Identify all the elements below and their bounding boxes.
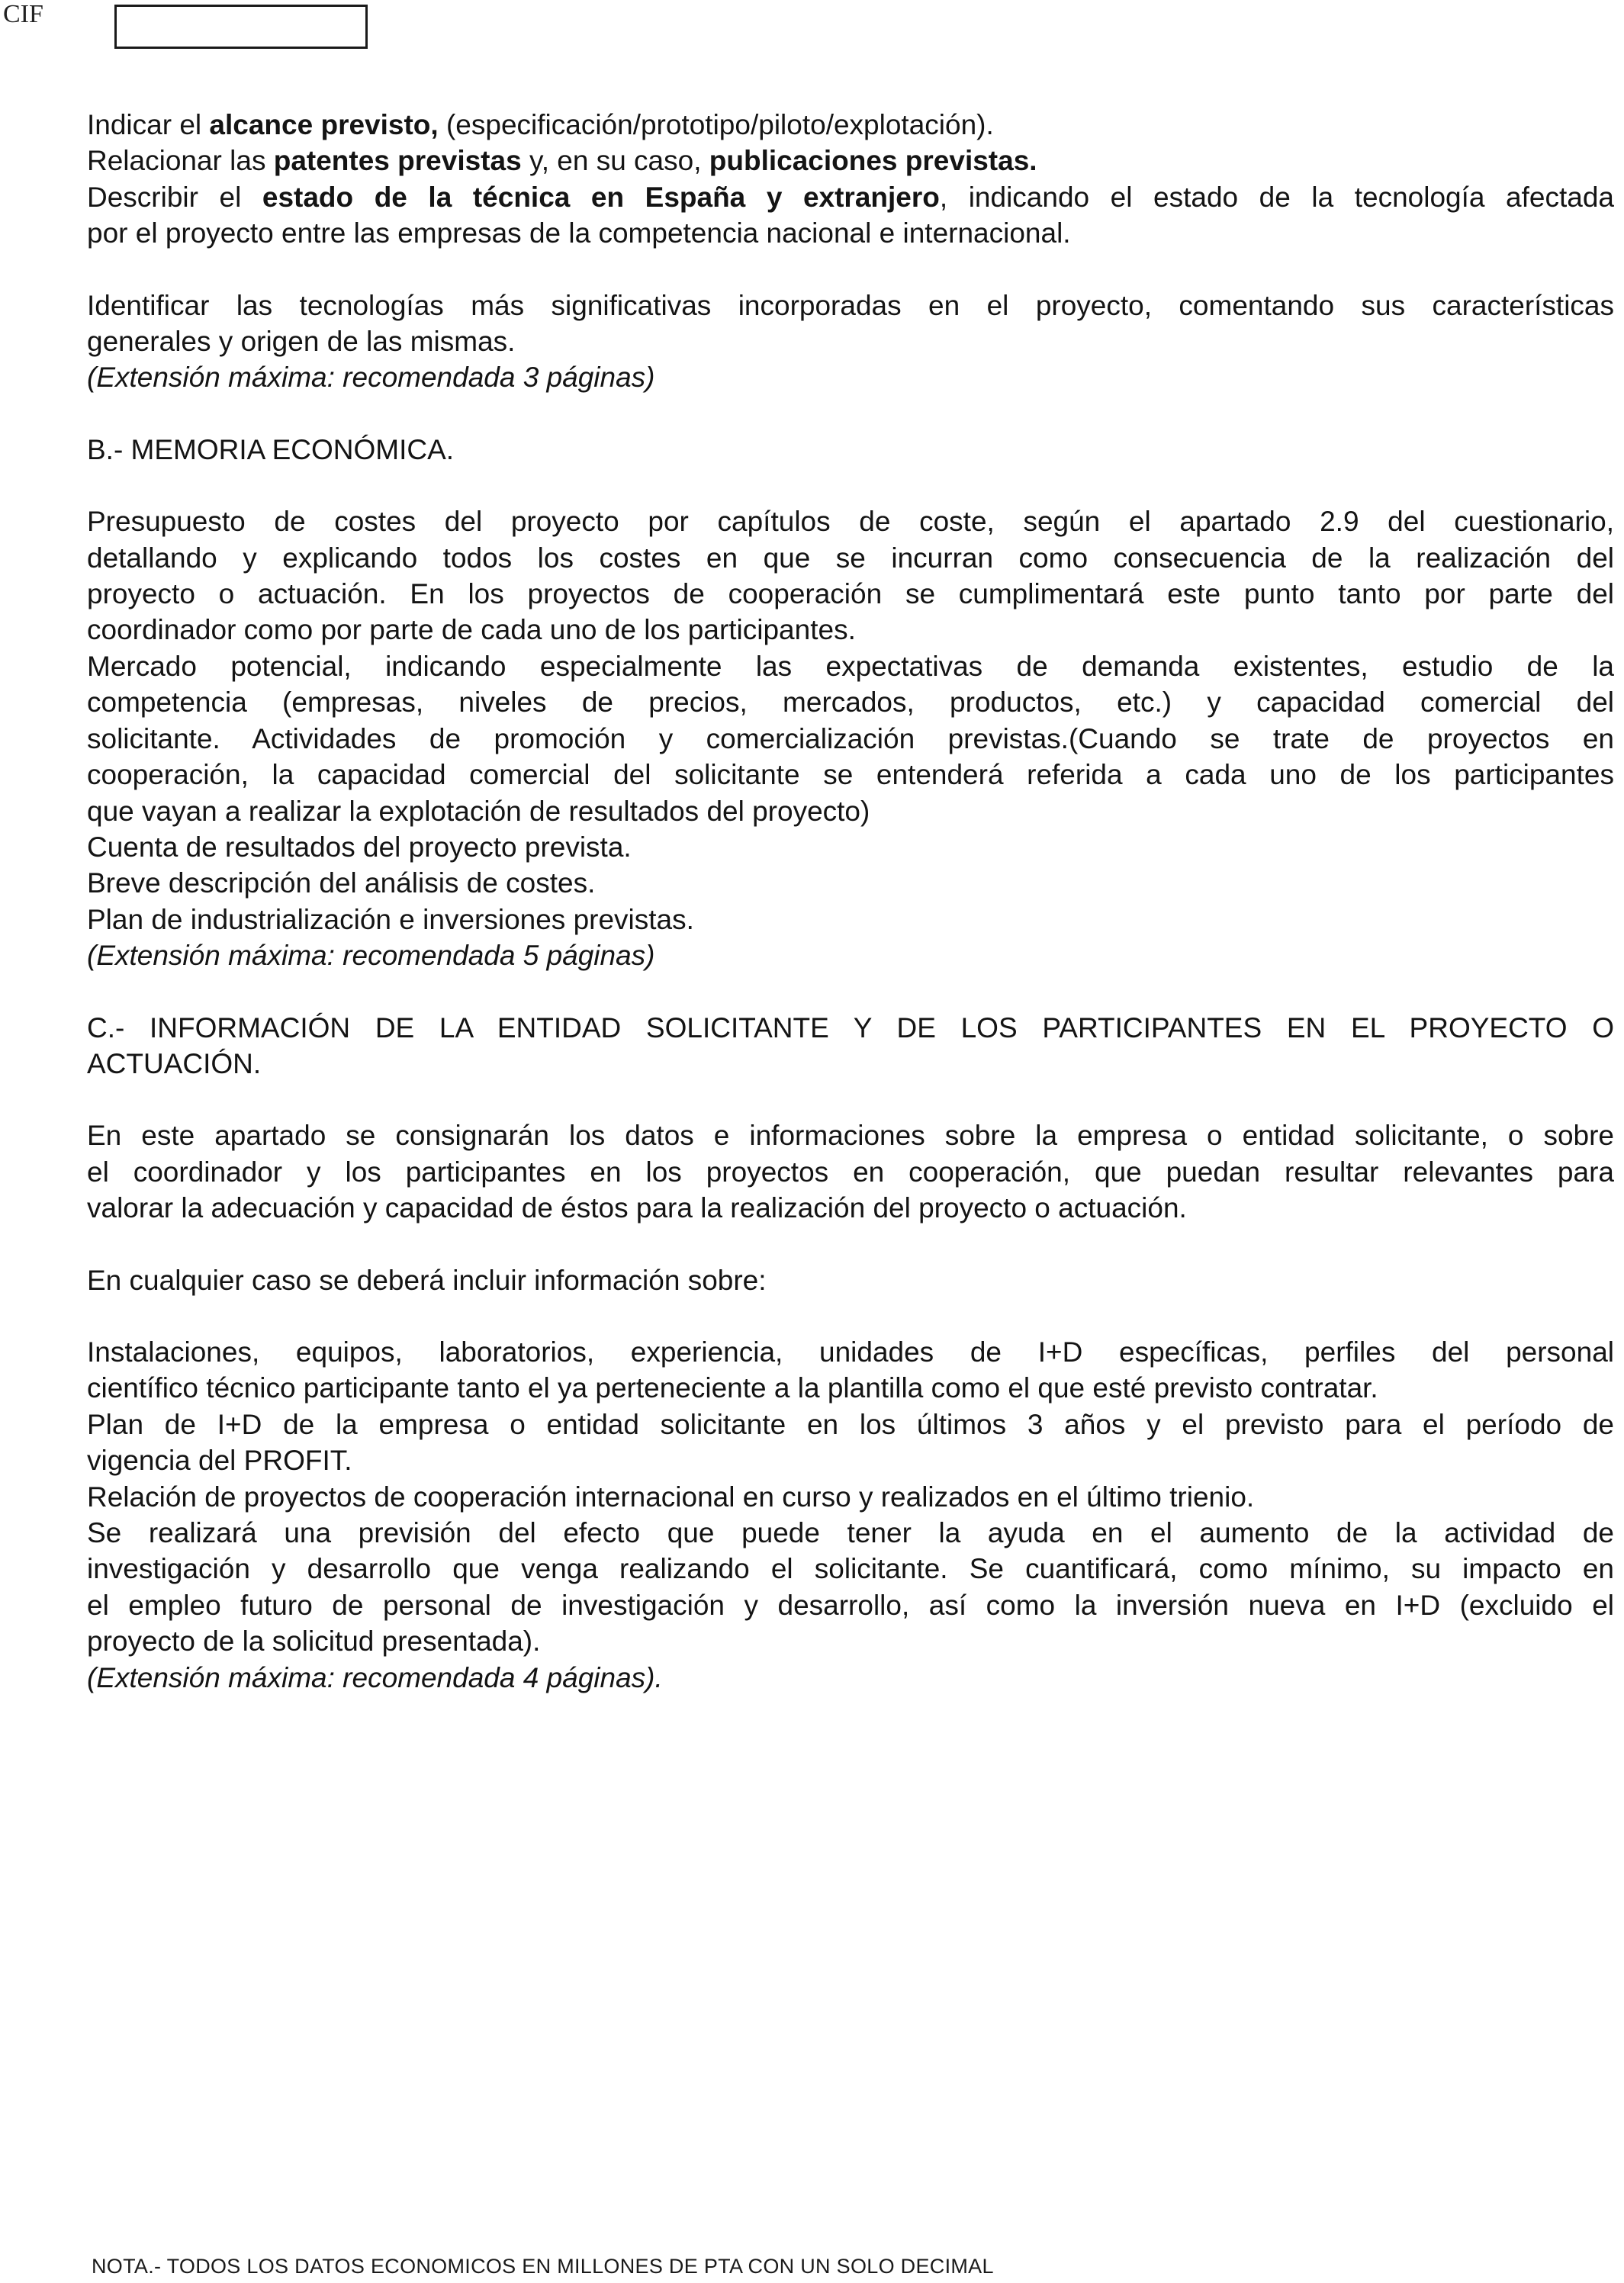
- section-b-heading: B.- MEMORIA ECONÓMICA.: [87, 433, 455, 465]
- document-body: [87, 107, 1614, 1696]
- tecnica-line-2: por el proyecto entre las empresas de la competencia nacional e internacional.: [87, 217, 1071, 249]
- plan-id-line-2: vigencia del PROFIT.: [87, 1445, 352, 1477]
- cuenta-line: Cuenta de resultados del proyecto prevista.: [87, 831, 632, 863]
- plan-id-line-1: Plan de I+D de la empresa o entidad solicitante en los últimos 3 años y el previsto para el período de: [87, 1408, 1614, 1440]
- tecnica-line-1: Describir el estado de la técnica en España y extranjero, indicando el estado de la tecnología afectada: [87, 181, 1614, 213]
- section-c-heading-1: C.- INFORMACIÓN DE LA ENTIDAD SOLICITANTE Y DE LOS PARTICIPANTES EN EL PROYECTO O: [87, 1011, 1614, 1043]
- mercado-line-2: competencia (empresas, niveles de precios, mercados, productos, etc.) y capacidad comercial del: [87, 687, 1614, 719]
- cualquier-line: En cualquier caso se deberá incluir información sobre:: [87, 1264, 767, 1296]
- breve-line: Breve descripción del análisis de costes.: [87, 867, 596, 899]
- page-header: [0, 0, 1624, 69]
- intro-line-2: el coordinador y los participantes en los proyectos en cooperación, que puedan resultar relevantes para: [87, 1156, 1614, 1188]
- presupuesto-line-4: coordinador como por parte de cada uno de los participantes.: [87, 614, 856, 646]
- section-c-heading-2: ACTUACIÓN.: [87, 1047, 262, 1079]
- intro-line-1: En este apartado se consignarán los datos e informaciones sobre la empresa o entidad solicitante, o sobre: [87, 1120, 1614, 1152]
- mercado-line-1: Mercado potencial, indicando especialmente las expectativas de demanda existentes, estudio de la: [87, 650, 1614, 682]
- prevision-line-3: el empleo futuro de personal de investigación y desarrollo, así como la inversión nueva en I+D (excluido el: [87, 1589, 1614, 1621]
- instalaciones-line-2: científico técnico participante tanto el ya perteneciente a la plantilla como el que esté previsto contratar.: [87, 1372, 1378, 1404]
- extension-a: (Extensión máxima: recomendada 3 páginas): [87, 362, 655, 394]
- cif-label: CIF: [3, 0, 43, 28]
- plan-line: Plan de industrialización e inversiones previstas.: [87, 903, 694, 935]
- mercado-line-5: que vayan a realizar la explotación de resultados del proyecto): [87, 795, 870, 827]
- presupuesto-line-2: detallando y explicando todos los costes en que se incurran como consecuencia de la realización del: [87, 542, 1614, 574]
- extension-c: (Extensión máxima: recomendada 4 páginas).: [87, 1661, 663, 1693]
- tecnologias-line-2: generales y origen de las mismas.: [87, 326, 516, 358]
- mercado-line-3: solicitante. Actividades de promoción y comercialización previstas.(Cuando se trate de proyectos en: [87, 722, 1614, 754]
- presupuesto-line-1: Presupuesto de costes del proyecto por capítulos de coste, según el apartado 2.9 del cuestionario,: [87, 506, 1614, 538]
- prevision-line-4: proyecto de la solicitud presentada).: [87, 1625, 541, 1658]
- relacion-line: Relación de proyectos de cooperación internacional en curso y realizados en el último trienio.: [87, 1481, 1255, 1513]
- alcance-line: Indicar el alcance previsto, (especificación/prototipo/piloto/explotación).: [87, 109, 994, 140]
- mercado-line-4: cooperación, la capacidad comercial del solicitante se entenderá referida a cada uno de los participantes: [87, 759, 1614, 791]
- cif-field[interactable]: [114, 5, 368, 49]
- extension-b: (Extensión máxima: recomendada 5 páginas): [87, 940, 655, 972]
- presupuesto-line-3: proyecto o actuación. En los proyectos de cooperación se cumplimentará este punto tanto por parte del: [87, 578, 1614, 610]
- prevision-line-1: Se realizará una previsión del efecto que puede tener la ayuda en el aumento de la actividad de: [87, 1517, 1614, 1548]
- footer-note: NOTA.- TODOS LOS DATOS ECONOMICOS EN MILLONES DE PTA CON UN SOLO DECIMAL: [92, 2255, 994, 2278]
- prevision-line-2: investigación y desarrollo que venga realizando el solicitante. Se cuantificará, como mínimo, su impacto en: [87, 1553, 1614, 1585]
- instalaciones-line-1: Instalaciones, equipos, laboratorios, experiencia, unidades de I+D específicas, perfiles del personal: [87, 1336, 1614, 1368]
- patentes-line: Relacionar las patentes previstas y, en su caso, publicaciones previstas.: [87, 145, 1037, 177]
- intro-line-3: valorar la adecuación y capacidad de éstos para la realización del proyecto o actuación.: [87, 1192, 1187, 1224]
- tecnologias-line-1: Identificar las tecnologías más significativas incorporadas en el proyecto, comentando sus características: [87, 289, 1614, 321]
